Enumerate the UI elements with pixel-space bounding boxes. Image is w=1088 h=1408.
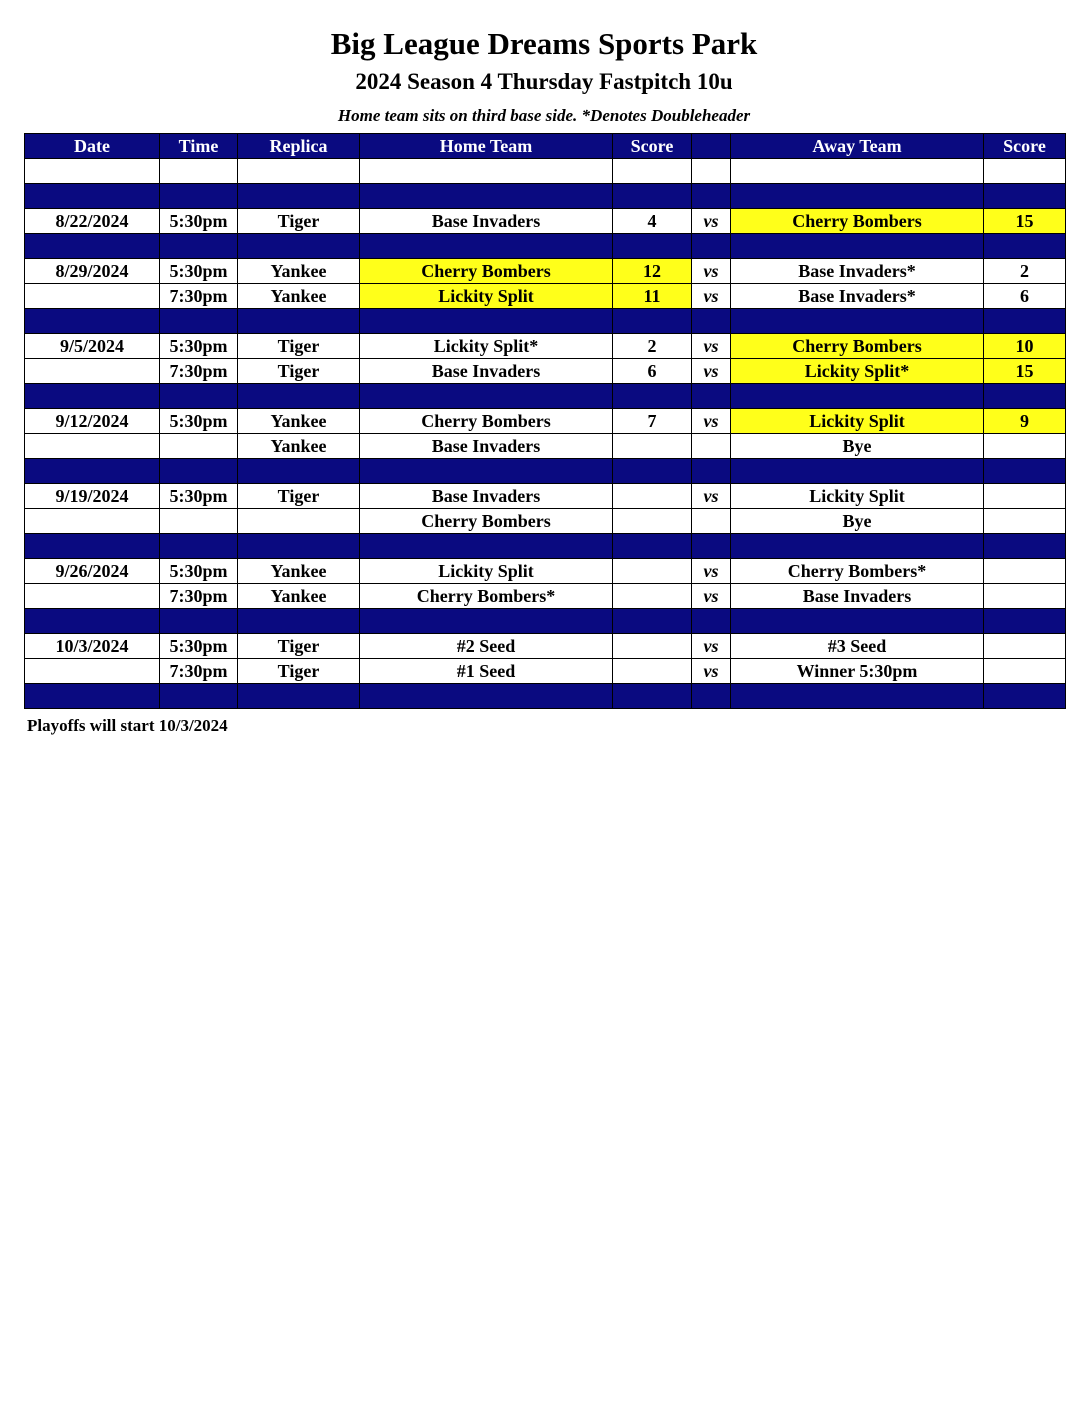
away-score-cell xyxy=(984,234,1066,259)
away-team-cell: Base Invaders* xyxy=(731,259,984,284)
vs-cell xyxy=(692,384,731,409)
time-cell: 5:30pm xyxy=(160,634,238,659)
home-score-cell xyxy=(613,384,692,409)
schedule-note: Home team sits on third base side. *Denotes Doubleheader xyxy=(337,106,751,125)
week-separator-row xyxy=(25,384,1066,409)
home-score-cell xyxy=(613,534,692,559)
time-cell: 5:30pm xyxy=(160,484,238,509)
table-row xyxy=(25,409,1066,434)
away-score-cell xyxy=(984,184,1066,209)
home-team-cell: #2 Seed xyxy=(360,634,613,659)
column-header-home-score: Score xyxy=(613,134,692,159)
date-cell: 8/22/2024 xyxy=(25,209,160,234)
column-header-away-team: Away Team xyxy=(731,134,984,159)
home-score-cell xyxy=(613,609,692,634)
away-score-cell xyxy=(984,309,1066,334)
away-team-cell xyxy=(731,234,984,259)
column-header-home-team: Home Team xyxy=(360,134,613,159)
replica-cell xyxy=(238,534,360,559)
table-row xyxy=(25,359,1066,384)
vs-cell: vs xyxy=(692,584,731,609)
blank-row xyxy=(25,159,1066,184)
table-row xyxy=(25,659,1066,684)
home-score-cell xyxy=(613,659,692,684)
replica-cell xyxy=(238,609,360,634)
vs-cell: vs xyxy=(692,634,731,659)
playoffs-note: Playoffs will start 10/3/2024 xyxy=(27,716,228,735)
away-score-cell xyxy=(984,384,1066,409)
home-score-cell xyxy=(613,434,692,459)
time-cell: 5:30pm xyxy=(160,334,238,359)
date-cell: 9/12/2024 xyxy=(25,409,160,434)
home-team-cell: Cherry Bombers xyxy=(360,509,613,534)
replica-cell: Tiger xyxy=(238,334,360,359)
week-separator-row xyxy=(25,234,1066,259)
away-team-cell xyxy=(731,184,984,209)
home-score-cell xyxy=(613,184,692,209)
date-cell xyxy=(25,534,160,559)
away-team-cell: Cherry Bombers xyxy=(731,209,984,234)
date-cell xyxy=(25,584,160,609)
time-cell: 7:30pm xyxy=(160,359,238,384)
away-score-cell: 15 xyxy=(984,359,1066,384)
time-cell: 7:30pm xyxy=(160,584,238,609)
time-cell: 5:30pm xyxy=(160,559,238,584)
home-team-cell xyxy=(360,534,613,559)
away-score-cell xyxy=(984,434,1066,459)
replica-cell: Yankee xyxy=(238,584,360,609)
table-row xyxy=(25,559,1066,584)
date-cell xyxy=(25,284,160,309)
time-cell xyxy=(160,184,238,209)
week-separator-row xyxy=(25,184,1066,209)
away-score-cell xyxy=(984,659,1066,684)
table-row xyxy=(25,334,1066,359)
home-team-cell: Base Invaders xyxy=(360,359,613,384)
vs-cell: vs xyxy=(692,409,731,434)
away-team-cell: #3 Seed xyxy=(731,634,984,659)
vs-cell: vs xyxy=(692,259,731,284)
time-cell xyxy=(160,384,238,409)
home-score-cell xyxy=(613,159,692,184)
vs-cell xyxy=(692,684,731,709)
time-cell xyxy=(160,309,238,334)
replica-cell: Yankee xyxy=(238,284,360,309)
date-cell xyxy=(25,434,160,459)
home-score-cell: 12 xyxy=(613,259,692,284)
vs-cell xyxy=(692,159,731,184)
date-cell xyxy=(25,184,160,209)
replica-cell xyxy=(238,234,360,259)
replica-cell: Tiger xyxy=(238,634,360,659)
page-subtitle: 2024 Season 4 Thursday Fastpitch 10u xyxy=(355,69,733,94)
home-team-cell xyxy=(360,309,613,334)
vs-cell: vs xyxy=(692,659,731,684)
home-score-cell xyxy=(613,459,692,484)
vs-cell: vs xyxy=(692,484,731,509)
date-cell xyxy=(25,609,160,634)
home-team-cell xyxy=(360,384,613,409)
replica-cell xyxy=(238,384,360,409)
table-row xyxy=(25,284,1066,309)
vs-cell xyxy=(692,509,731,534)
vs-cell: vs xyxy=(692,559,731,584)
home-score-cell: 2 xyxy=(613,334,692,359)
week-separator-row xyxy=(25,309,1066,334)
vs-cell: vs xyxy=(692,359,731,384)
date-cell xyxy=(25,159,160,184)
page-title: Big League Dreams Sports Park xyxy=(330,26,758,61)
home-team-cell: Cherry Bombers xyxy=(360,409,613,434)
table-row xyxy=(25,434,1066,459)
date-cell: 8/29/2024 xyxy=(25,259,160,284)
home-score-cell: 11 xyxy=(613,284,692,309)
home-team-cell: Lickity Split xyxy=(360,284,613,309)
schedule-table xyxy=(24,133,1066,709)
column-header-away-score: Score xyxy=(984,134,1066,159)
home-team-cell xyxy=(360,184,613,209)
away-team-cell: Bye xyxy=(731,434,984,459)
time-cell xyxy=(160,534,238,559)
away-team-cell xyxy=(731,534,984,559)
time-cell: 5:30pm xyxy=(160,409,238,434)
home-team-cell: Lickity Split xyxy=(360,559,613,584)
away-score-cell xyxy=(984,559,1066,584)
vs-cell: vs xyxy=(692,334,731,359)
away-team-cell: Bye xyxy=(731,509,984,534)
away-team-cell xyxy=(731,684,984,709)
away-team-cell xyxy=(731,609,984,634)
date-cell: 9/26/2024 xyxy=(25,559,160,584)
table-row xyxy=(25,484,1066,509)
replica-cell xyxy=(238,509,360,534)
away-score-cell: 2 xyxy=(984,259,1066,284)
date-cell xyxy=(25,459,160,484)
replica-cell: Tiger xyxy=(238,484,360,509)
away-score-cell xyxy=(984,609,1066,634)
time-cell: 7:30pm xyxy=(160,659,238,684)
week-separator-row xyxy=(25,534,1066,559)
home-team-cell: Base Invaders xyxy=(360,484,613,509)
home-team-cell: Cherry Bombers xyxy=(360,259,613,284)
away-score-cell: 6 xyxy=(984,284,1066,309)
away-score-cell xyxy=(984,534,1066,559)
date-cell xyxy=(25,684,160,709)
home-team-cell xyxy=(360,234,613,259)
home-score-cell: 4 xyxy=(613,209,692,234)
away-score-cell xyxy=(984,484,1066,509)
replica-cell xyxy=(238,309,360,334)
column-header-date: Date xyxy=(25,134,160,159)
away-team-cell: Base Invaders* xyxy=(731,284,984,309)
date-cell xyxy=(25,359,160,384)
replica-cell xyxy=(238,159,360,184)
away-team-cell xyxy=(731,309,984,334)
time-cell xyxy=(160,684,238,709)
home-score-cell xyxy=(613,484,692,509)
home-team-cell: #1 Seed xyxy=(360,659,613,684)
away-score-cell xyxy=(984,584,1066,609)
home-score-cell xyxy=(613,634,692,659)
home-score-cell xyxy=(613,559,692,584)
away-team-cell: Cherry Bombers xyxy=(731,334,984,359)
away-score-cell xyxy=(984,684,1066,709)
away-team-cell xyxy=(731,384,984,409)
replica-cell: Tiger xyxy=(238,209,360,234)
away-team-cell: Winner 5:30pm xyxy=(731,659,984,684)
table-row xyxy=(25,509,1066,534)
date-cell xyxy=(25,384,160,409)
away-score-cell xyxy=(984,634,1066,659)
table-row xyxy=(25,209,1066,234)
home-score-cell xyxy=(613,309,692,334)
away-team-cell: Cherry Bombers* xyxy=(731,559,984,584)
vs-cell xyxy=(692,234,731,259)
table-row xyxy=(25,584,1066,609)
vs-cell xyxy=(692,534,731,559)
table-row xyxy=(25,259,1066,284)
time-cell xyxy=(160,234,238,259)
date-cell xyxy=(25,659,160,684)
week-separator-row xyxy=(25,609,1066,634)
date-cell: 9/5/2024 xyxy=(25,334,160,359)
home-score-cell xyxy=(613,684,692,709)
home-team-cell xyxy=(360,609,613,634)
home-team-cell xyxy=(360,159,613,184)
replica-cell xyxy=(238,684,360,709)
away-score-cell: 9 xyxy=(984,409,1066,434)
away-score-cell xyxy=(984,459,1066,484)
date-cell: 10/3/2024 xyxy=(25,634,160,659)
time-cell: 5:30pm xyxy=(160,209,238,234)
away-team-cell: Base Invaders xyxy=(731,584,984,609)
replica-cell: Yankee xyxy=(238,409,360,434)
away-score-cell: 10 xyxy=(984,334,1066,359)
home-score-cell: 6 xyxy=(613,359,692,384)
away-score-cell xyxy=(984,159,1066,184)
schedule-body xyxy=(25,159,1066,709)
replica-cell: Tiger xyxy=(238,359,360,384)
column-header-vs xyxy=(692,134,731,159)
home-score-cell: 7 xyxy=(613,409,692,434)
time-cell xyxy=(160,509,238,534)
vs-cell xyxy=(692,434,731,459)
replica-cell: Tiger xyxy=(238,659,360,684)
away-score-cell: 15 xyxy=(984,209,1066,234)
vs-cell: vs xyxy=(692,284,731,309)
vs-cell xyxy=(692,184,731,209)
away-team-cell xyxy=(731,159,984,184)
home-team-cell: Lickity Split* xyxy=(360,334,613,359)
week-separator-row xyxy=(25,684,1066,709)
time-cell xyxy=(160,434,238,459)
vs-cell xyxy=(692,609,731,634)
vs-cell: vs xyxy=(692,209,731,234)
time-cell: 7:30pm xyxy=(160,284,238,309)
time-cell xyxy=(160,609,238,634)
replica-cell xyxy=(238,459,360,484)
date-cell: 9/19/2024 xyxy=(25,484,160,509)
date-cell xyxy=(25,509,160,534)
date-cell xyxy=(25,309,160,334)
home-team-cell xyxy=(360,459,613,484)
replica-cell: Yankee xyxy=(238,259,360,284)
home-team-cell xyxy=(360,684,613,709)
replica-cell: Yankee xyxy=(238,559,360,584)
home-team-cell: Cherry Bombers* xyxy=(360,584,613,609)
week-separator-row xyxy=(25,459,1066,484)
home-team-cell: Base Invaders xyxy=(360,434,613,459)
home-score-cell xyxy=(613,584,692,609)
replica-cell xyxy=(238,184,360,209)
column-header-replica: Replica xyxy=(238,134,360,159)
vs-cell xyxy=(692,309,731,334)
away-score-cell xyxy=(984,509,1066,534)
column-header-time: Time xyxy=(160,134,238,159)
home-score-cell xyxy=(613,234,692,259)
time-cell xyxy=(160,159,238,184)
vs-cell xyxy=(692,459,731,484)
date-cell xyxy=(25,234,160,259)
table-header-row xyxy=(25,134,1066,159)
away-team-cell xyxy=(731,459,984,484)
away-team-cell: Lickity Split* xyxy=(731,359,984,384)
replica-cell: Yankee xyxy=(238,434,360,459)
home-score-cell xyxy=(613,509,692,534)
time-cell xyxy=(160,459,238,484)
time-cell: 5:30pm xyxy=(160,259,238,284)
home-team-cell: Base Invaders xyxy=(360,209,613,234)
away-team-cell: Lickity Split xyxy=(731,484,984,509)
away-team-cell: Lickity Split xyxy=(731,409,984,434)
table-row xyxy=(25,634,1066,659)
